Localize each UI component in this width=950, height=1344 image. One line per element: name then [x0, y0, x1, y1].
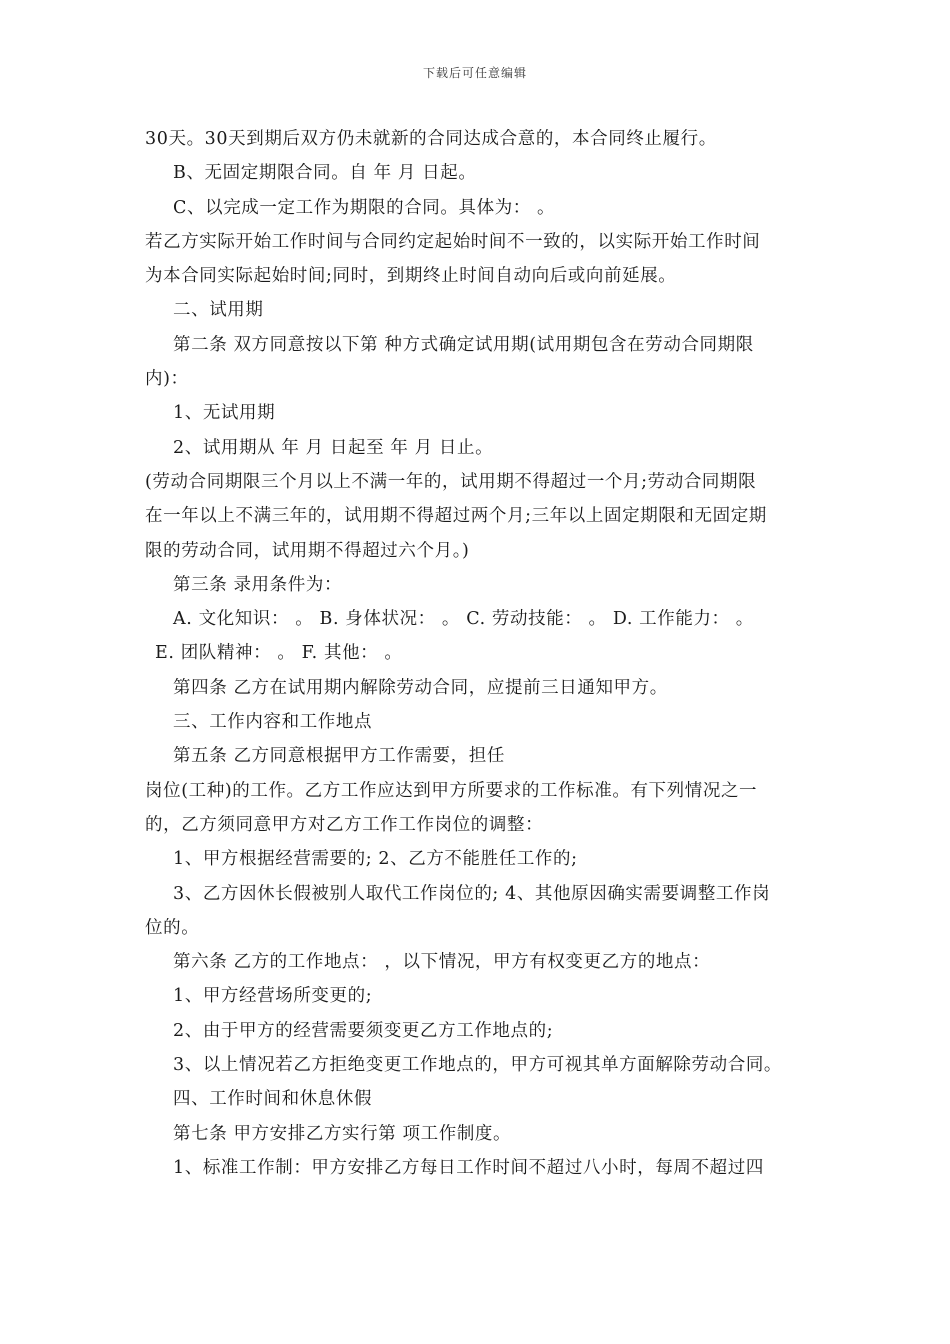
page-header: 下载后可任意编辑	[422, 66, 527, 80]
text-line: 1、标准工作制：甲方安排乙方每日工作时间不超过八小时，每周不超过四	[173, 1157, 764, 1178]
text-line: 限的劳动合同，试用期不得超过六个月。)	[145, 540, 470, 561]
text-line: 30天。30天到期后双方仍未就新的合同达成合意的，本合同终止履行。	[145, 129, 717, 149]
text-line: 1、无试用期	[173, 403, 276, 424]
text-line: 第六条 乙方的工作地点： ，以下情况，甲方有权变更乙方的地点：	[173, 952, 711, 973]
text-line: 若乙方实际开始工作时间与合同约定起始时间不一致的，以实际开始工作时间	[145, 231, 761, 252]
section-heading: 三、工作内容和工作地点	[173, 712, 373, 733]
text-line: 2、试用期从 年 月 日起至 年 月 日止。	[173, 437, 494, 458]
text-line: B、无固定期限合同。自 年 月 日起。	[173, 163, 477, 184]
text-line: 第七条 甲方安排乙方实行第 项工作制度。	[173, 1123, 512, 1144]
text-line: E. 团队精神： 。 F. 其他： 。	[155, 643, 403, 664]
text-line: 1、甲方经营场所变更的;	[173, 986, 373, 1007]
text-line: 3、乙方因休长假被别人取代工作岗位的; 4、其他原因确实需要调整工作岗	[173, 883, 771, 904]
text-line: A. 文化知识： 。 B. 身体状况： 。 C. 劳动技能： 。 D. 工作能力： 。	[173, 609, 754, 630]
text-line: 在一年以上不满三年的，试用期不得超过两个月;三年以上固定期限和无固定期	[145, 506, 767, 527]
text-line: 第五条 乙方同意根据甲方工作需要，担任	[173, 746, 505, 767]
text-line: 1、甲方根据经营需要的; 2、乙方不能胜任工作的;	[173, 849, 578, 870]
text-line: 岗位(工种)的工作。乙方工作应达到甲方所要求的工作标准。有下列情况之一	[145, 780, 758, 801]
text-line: 2、由于甲方的经营需要须变更乙方工作地点的;	[173, 1020, 554, 1041]
text-line: 3、以上情况若乙方拒绝变更工作地点的，甲方可视其单方面解除劳动合同。	[173, 1055, 783, 1076]
text-line: 内)：	[145, 369, 189, 390]
text-line: (劳动合同期限三个月以上不满一年的，试用期不得超过一个月;劳动合同期限	[145, 471, 757, 492]
text-line: 的，乙方须同意甲方对乙方工作工作岗位的调整：	[145, 814, 544, 835]
text-line: 为本合同实际起始时间;同时，到期终止时间自动向后或向前延展。	[145, 266, 677, 287]
text-line: 第四条 乙方在试用期内解除劳动合同，应提前三日通知甲方。	[173, 677, 668, 698]
section-heading: 四、工作时间和休息休假	[173, 1089, 373, 1110]
text-line: 位的。	[145, 917, 200, 938]
text-line: 第二条 双方同意按以下第 种方式确定试用期(试用期包含在劳动合同期限	[173, 334, 754, 355]
document-body	[145, 122, 825, 1185]
text-line: C、以完成一定工作为期限的合同。具体为： 。	[173, 197, 556, 218]
section-heading: 二、试用期	[173, 300, 264, 321]
text-line: 第三条 录用条件为：	[173, 574, 343, 595]
